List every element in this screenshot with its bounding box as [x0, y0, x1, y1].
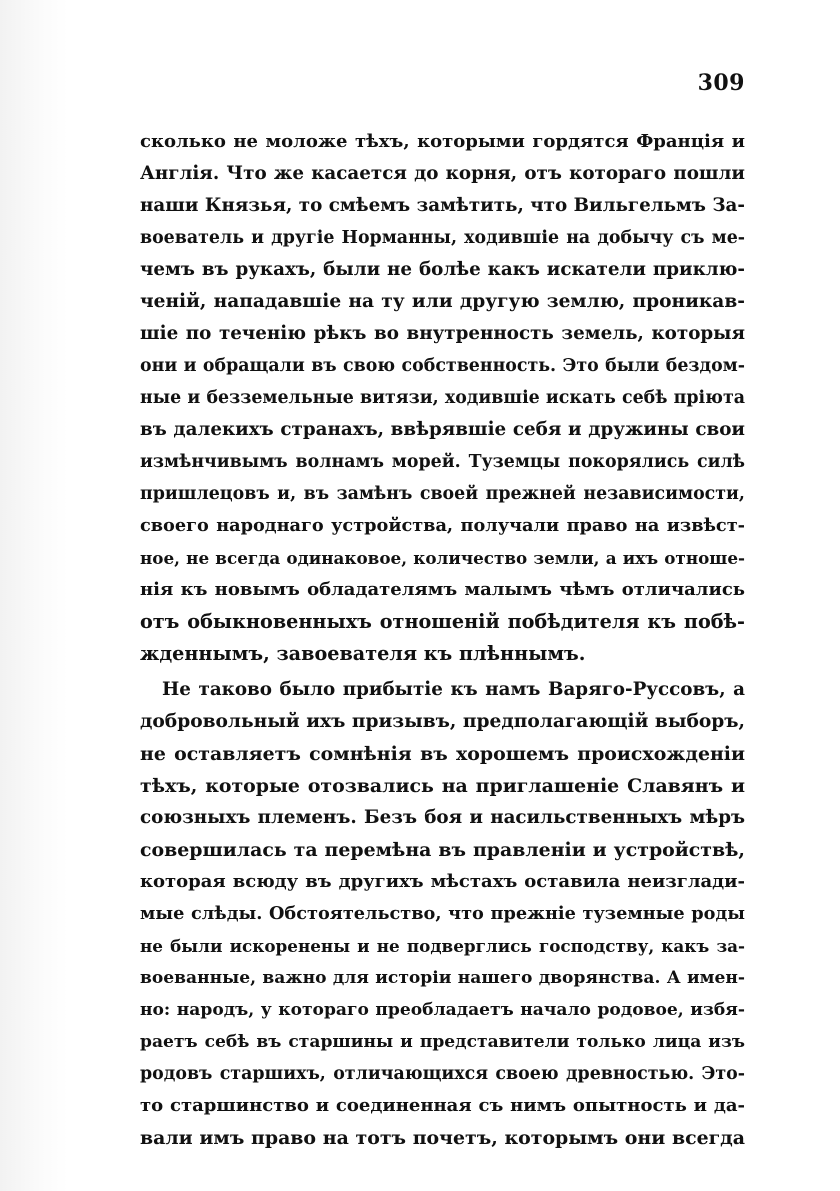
text-line: то старшинство и соединенная съ нимъ опытность и да- — [140, 1095, 745, 1116]
text-line: вали имъ право на тотъ почетъ, которымъ они всегда — [140, 1127, 745, 1149]
text-line: союзныхъ племенъ. Безъ боя и насильственныхъ мѣръ — [140, 807, 745, 828]
text-line: не были искоренены и не подверглись господству, какъ за- — [140, 936, 745, 956]
text-line: которая всюду въ другихъ мѣстахъ оставила неизглади- — [140, 871, 745, 892]
text-line: они и обращали въ свою собственность. Это были бездом- — [140, 356, 745, 376]
text-line: воеватель и другіе Норманны, ходившіе на добычу съ ме- — [140, 228, 745, 248]
text-line: мые слѣды. Обстоятельство, что прежніе туземные роды — [140, 903, 745, 924]
text-line: Англія. Что же касается до корня, отъ котораго пошли — [140, 163, 745, 184]
text-line: измѣнчивымъ волнамъ морей. Туземцы покорялись силѣ — [140, 452, 745, 472]
text-line: отъ обыкновенныхъ отношеній побѣдителя къ побѣ- — [140, 610, 745, 633]
text-line: не оставляетъ сомнѣнія въ хорошемъ происхожденіи — [140, 743, 745, 765]
text-line: жденнымъ, завоевателя къ плѣннымъ. — [140, 642, 586, 665]
text-line: своего народнаго устройства, получали право на извѣст- — [140, 515, 745, 536]
paragraph-2 — [140, 674, 745, 1154]
text-line: ченій, нападавшіе на ту или другую землю, проникав- — [140, 291, 745, 312]
page-number: 309 — [697, 70, 745, 96]
text-line: сколько не моложе тѣхъ, которыми гордятся Франція и — [140, 131, 745, 152]
text-line: нія къ новымъ обладателямъ малымъ чѣмъ отличались — [140, 579, 745, 600]
text-line: совершилась та перемѣна въ правленіи и устройствѣ, — [140, 839, 745, 861]
text-line: шіе по теченію рѣкъ во внутренность земель, которыя — [140, 323, 745, 344]
page-gutter-shadow — [0, 0, 68, 1191]
text-line: воеванные, важно для исторіи нашего дворянства. А имен- — [140, 968, 745, 988]
text-line: наши Князья, то смѣемъ замѣтить, что Вильгельмъ За- — [140, 195, 745, 216]
text-line: родовъ старшихъ, отличающихся своею древностью. Это- — [140, 1064, 745, 1084]
text-line: ные и безземельные витязи, ходившіе искать себѣ пріюта — [140, 388, 745, 408]
body-text — [140, 126, 745, 1154]
text-line: въ далекихъ странахъ, ввѣрявшіе себя и дружины свои — [140, 419, 745, 440]
text-line: добровольный ихъ призывъ, предполагающій выборъ, — [140, 711, 745, 732]
text-line: Не таково было прибытіе къ намъ Варяго-Руссовъ, а — [162, 679, 745, 700]
text-line: раетъ себѣ въ старшины и представители только лица изъ — [140, 1032, 745, 1052]
text-line: пришлецовъ и, въ замѣнъ своей прежней независимости, — [140, 484, 745, 504]
text-line: ное, не всегда одинаковое, количество земли, а ихъ отноше- — [140, 548, 745, 568]
text-line: тѣхъ, которые отозвались на приглашеніе Славянъ и — [140, 775, 745, 797]
paragraph-1 — [140, 126, 745, 670]
text-line: но: народъ, у котораго преобладаетъ начало родовое, избя- — [140, 1000, 745, 1020]
text-line: чемъ въ рукахъ, были не болѣе какъ искатели приклю- — [140, 259, 745, 280]
